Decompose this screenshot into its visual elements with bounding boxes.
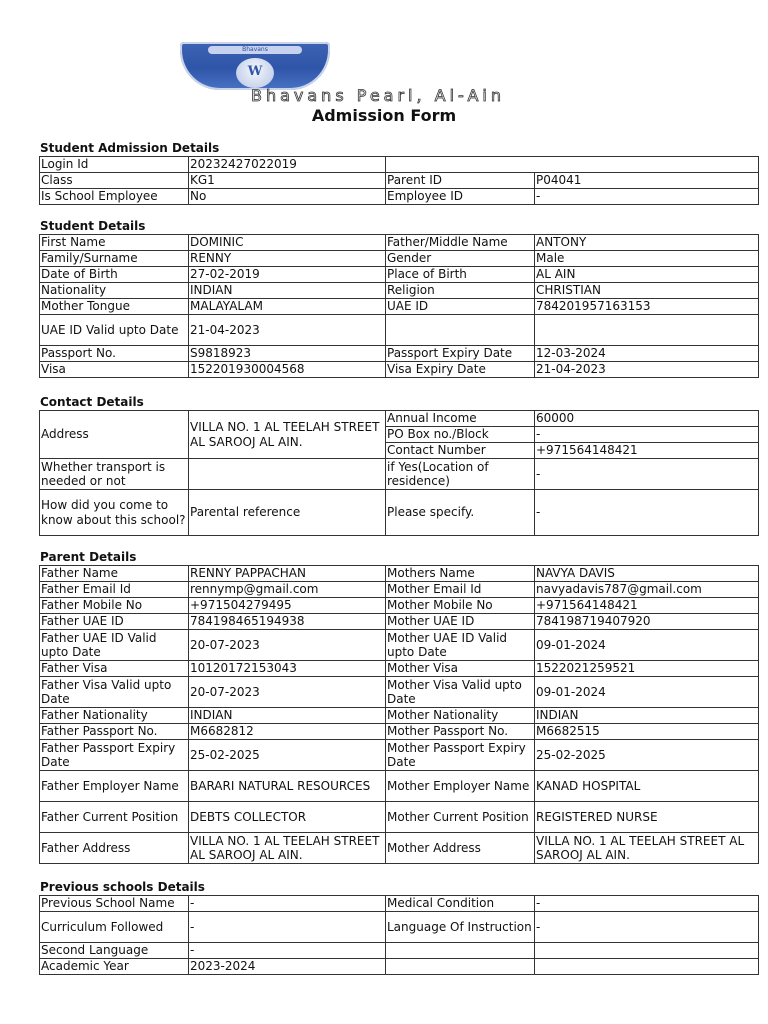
field-label: Mother Visa <box>386 661 535 677</box>
field-value: RENNY <box>189 251 386 267</box>
field-value: VILLA NO. 1 AL TEELAH STREET AL SAROOJ AL AIN. <box>189 833 386 864</box>
field-value: VILLA NO. 1 AL TEELAH STREET AL SAROOJ AL AIN. <box>535 833 759 864</box>
field-label: Previous School Name <box>40 896 189 912</box>
field-label <box>386 959 535 975</box>
field-value: +971504279495 <box>189 598 386 614</box>
table-row <box>40 283 759 299</box>
field-label <box>386 943 535 959</box>
field-value: M6682812 <box>189 724 386 740</box>
field-label: UAE ID Valid upto Date <box>40 315 189 346</box>
table-row <box>40 189 759 205</box>
field-label: Class <box>40 173 189 189</box>
field-value: BARARI NATURAL RESOURCES <box>189 771 386 802</box>
field-label: Mother Employer Name <box>386 771 535 802</box>
field-value: ANTONY <box>535 235 759 251</box>
field-value: 60000 <box>535 411 759 427</box>
field-value: - <box>535 896 759 912</box>
table-row <box>40 598 759 614</box>
field-value: +971564148421 <box>535 443 759 459</box>
field-label: Mother Email Id <box>386 582 535 598</box>
table-row <box>40 771 759 802</box>
table-row <box>40 582 759 598</box>
section-title-previous: Previous schools Details <box>40 880 205 894</box>
field-value: 20-07-2023 <box>189 677 386 708</box>
section-title-parent: Parent Details <box>40 550 137 564</box>
table-row <box>40 315 759 346</box>
field-value: Parental reference <box>189 490 386 536</box>
field-label: Mothers Name <box>386 566 535 582</box>
field-label: Father UAE ID Valid upto Date <box>40 630 189 661</box>
field-label: Father Address <box>40 833 189 864</box>
field-label: Mother Passport No. <box>386 724 535 740</box>
table-row <box>40 346 759 362</box>
table-row <box>40 959 759 975</box>
table-row <box>40 411 759 427</box>
field-value: 784198465194938 <box>189 614 386 630</box>
table-row <box>40 614 759 630</box>
school-crest-icon <box>180 42 330 90</box>
field-label: Mother UAE ID Valid upto Date <box>386 630 535 661</box>
table-row <box>40 459 759 490</box>
field-value: 1522021259521 <box>535 661 759 677</box>
table-row <box>40 299 759 315</box>
field-label: Father Visa Valid upto Date <box>40 677 189 708</box>
field-label: Father Nationality <box>40 708 189 724</box>
table-row <box>40 943 759 959</box>
field-value: DOMINIC <box>189 235 386 251</box>
school-logo <box>168 40 588 106</box>
field-label: Mother Mobile No <box>386 598 535 614</box>
field-label: Father Passport Expiry Date <box>40 740 189 771</box>
field-value: MALAYALAM <box>189 299 386 315</box>
field-label: Mother UAE ID <box>386 614 535 630</box>
field-value: 27-02-2019 <box>189 267 386 283</box>
field-value: INDIAN <box>189 708 386 724</box>
parent-table <box>39 565 759 864</box>
field-label: Whether transport is needed or not <box>40 459 189 490</box>
field-value: 25-02-2025 <box>189 740 386 771</box>
field-value: - <box>535 189 759 205</box>
field-label: Visa <box>40 362 189 378</box>
section-title-admission: Student Admission Details <box>40 141 220 155</box>
school-name: Bhavans Pearl, Al-Ain <box>250 86 506 105</box>
field-value: - <box>189 896 386 912</box>
table-row <box>40 235 759 251</box>
table-row <box>40 566 759 582</box>
field-value: +971564148421 <box>535 598 759 614</box>
field-value: DEBTS COLLECTOR <box>189 802 386 833</box>
field-value: AL AIN <box>535 267 759 283</box>
field-value: INDIAN <box>535 708 759 724</box>
field-value: KANAD HOSPITAL <box>535 771 759 802</box>
field-label: Mother Address <box>386 833 535 864</box>
field-label: Date of Birth <box>40 267 189 283</box>
field-label: Mother Nationality <box>386 708 535 724</box>
field-value <box>189 459 386 490</box>
table-row <box>40 661 759 677</box>
field-value: RENNY PAPPACHAN <box>189 566 386 582</box>
table-row <box>40 708 759 724</box>
field-value: - <box>535 912 759 943</box>
field-label: Mother Current Position <box>386 802 535 833</box>
field-value: Male <box>535 251 759 267</box>
field-label: Is School Employee <box>40 189 189 205</box>
field-label: Address <box>40 411 189 459</box>
field-value: 2023-2024 <box>189 959 386 975</box>
field-label: Father Visa <box>40 661 189 677</box>
field-label: UAE ID <box>386 299 535 315</box>
field-label: Passport No. <box>40 346 189 362</box>
table-row <box>40 912 759 943</box>
field-value: - <box>535 490 759 536</box>
field-value: 152201930004568 <box>189 362 386 378</box>
table-row <box>40 267 759 283</box>
field-label: First Name <box>40 235 189 251</box>
contact-table <box>39 410 759 536</box>
field-value <box>535 315 759 346</box>
table-row <box>40 362 759 378</box>
field-label: Login Id <box>40 157 189 173</box>
field-label: Passport Expiry Date <box>386 346 535 362</box>
field-value <box>535 943 759 959</box>
field-value: 21-04-2023 <box>535 362 759 378</box>
field-value: VILLA NO. 1 AL TEELAH STREET AL SAROOJ AL AIN. <box>189 411 386 459</box>
field-label: Parent ID <box>386 173 535 189</box>
field-label: Medical Condition <box>386 896 535 912</box>
globe-icon <box>236 58 274 88</box>
field-value: INDIAN <box>189 283 386 299</box>
field-value: - <box>535 427 759 443</box>
field-label: Language Of Instruction <box>386 912 535 943</box>
field-label: Mother Passport Expiry Date <box>386 740 535 771</box>
field-value: - <box>189 912 386 943</box>
field-label: Father Name <box>40 566 189 582</box>
field-value: navyadavis787@gmail.com <box>535 582 759 598</box>
field-label: PO Box no./Block <box>386 427 535 443</box>
field-label: Academic Year <box>40 959 189 975</box>
field-value: 20232427022019 <box>189 157 386 173</box>
field-label: Contact Number <box>386 443 535 459</box>
table-row <box>40 173 759 189</box>
previous-school-table <box>39 895 759 975</box>
field-value: 09-01-2024 <box>535 630 759 661</box>
table-row <box>40 724 759 740</box>
field-value: 12-03-2024 <box>535 346 759 362</box>
page-title: Admission Form <box>311 106 457 125</box>
table-row <box>40 740 759 771</box>
field-label: Curriculum Followed <box>40 912 189 943</box>
field-value: 784198719407920 <box>535 614 759 630</box>
field-label: Employee ID <box>386 189 535 205</box>
field-value: KG1 <box>189 173 386 189</box>
field-value: 784201957163153 <box>535 299 759 315</box>
field-label: Visa Expiry Date <box>386 362 535 378</box>
field-value: 09-01-2024 <box>535 677 759 708</box>
field-label: How did you come to know about this school? <box>40 490 189 536</box>
table-row <box>40 157 759 173</box>
field-label: Father Mobile No <box>40 598 189 614</box>
table-row <box>40 490 759 536</box>
field-value: S9818923 <box>189 346 386 362</box>
field-label: Father UAE ID <box>40 614 189 630</box>
field-label: Second Language <box>40 943 189 959</box>
field-value: 25-02-2025 <box>535 740 759 771</box>
field-value: CHRISTIAN <box>535 283 759 299</box>
field-label: Place of Birth <box>386 267 535 283</box>
field-value: 20-07-2023 <box>189 630 386 661</box>
table-row <box>40 896 759 912</box>
field-value: M6682515 <box>535 724 759 740</box>
field-value: NAVYA DAVIS <box>535 566 759 582</box>
field-label: Annual Income <box>386 411 535 427</box>
table-row <box>40 251 759 267</box>
field-label: Mother Visa Valid upto Date <box>386 677 535 708</box>
field-label: Family/Surname <box>40 251 189 267</box>
field-value: REGISTERED NURSE <box>535 802 759 833</box>
field-value: rennymp@gmail.com <box>189 582 386 598</box>
field-label <box>386 315 535 346</box>
field-label: if Yes(Location of residence) <box>386 459 535 490</box>
admission-table <box>39 156 759 205</box>
section-title-student: Student Details <box>40 219 146 233</box>
table-row <box>40 833 759 864</box>
field-label: Religion <box>386 283 535 299</box>
field-label: Nationality <box>40 283 189 299</box>
crest-band-text: Bhavans <box>208 46 302 54</box>
field-label: Gender <box>386 251 535 267</box>
field-value: P04041 <box>535 173 759 189</box>
section-title-contact: Contact Details <box>40 395 144 409</box>
field-value: - <box>189 943 386 959</box>
field-label: Father Employer Name <box>40 771 189 802</box>
field-value: 21-04-2023 <box>189 315 386 346</box>
field-label: Father/Middle Name <box>386 235 535 251</box>
field-value <box>535 959 759 975</box>
field-label: Mother Tongue <box>40 299 189 315</box>
table-row <box>40 630 759 661</box>
field-value: - <box>535 459 759 490</box>
field-label: Please specify. <box>386 490 535 536</box>
field-value: No <box>189 189 386 205</box>
field-label: Father Passport No. <box>40 724 189 740</box>
field-value: 10120172153043 <box>189 661 386 677</box>
student-table <box>39 234 759 378</box>
field-label: Father Email Id <box>40 582 189 598</box>
table-row <box>40 802 759 833</box>
field-label: Father Current Position <box>40 802 189 833</box>
table-row <box>40 677 759 708</box>
